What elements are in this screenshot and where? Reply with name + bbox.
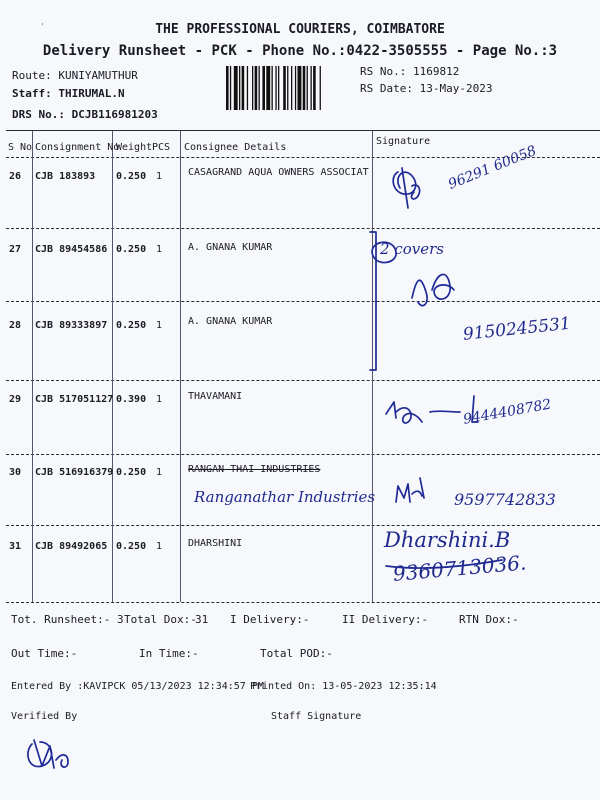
handwritten-covers-note: 2 covers <box>380 240 444 258</box>
row-consignee: A. GNANA KUMAR <box>188 242 273 253</box>
row-sno: 26 <box>9 171 22 182</box>
row-sno: 29 <box>9 394 22 405</box>
row-sno: 31 <box>9 541 22 552</box>
rtn-dox: RTN Dox:- <box>459 613 519 626</box>
runsheet-subtitle: Delivery Runsheet - PCK - Phone No.:0422-3505555 - Page No.:3 <box>42 43 558 59</box>
verified-by-label: Verified By <box>11 711 78 722</box>
handwritten-phone-26: 96291 60058 <box>446 142 539 193</box>
entered-by: Entered By :KAVIPCK 05/13/2023 12:34:57 PM <box>11 681 264 692</box>
ii-delivery: II Delivery:- <box>342 613 429 626</box>
scan-speck: ' <box>40 22 45 31</box>
row-consignee: THAVAMANI <box>188 391 243 402</box>
staff-label: Staff: THIRUMAL.N <box>12 87 125 100</box>
row-pcs: 1 <box>156 541 163 552</box>
handwritten-name-31: Dharshini.B <box>384 528 511 552</box>
row-pcs: 1 <box>156 320 163 331</box>
row-sno: 27 <box>9 244 22 255</box>
col-header-pcs: PCS <box>152 142 171 153</box>
rs-date: RS Date: 13-May-2023 <box>360 82 493 95</box>
row-sno: 30 <box>9 467 22 478</box>
row-pcs: 1 <box>156 171 163 182</box>
row-pcs: 1 <box>156 467 163 478</box>
col-header-consignment: Consignment No <box>35 142 120 153</box>
row-consignee: A. GNANA KUMAR <box>188 316 273 327</box>
row-weight: 0.250 <box>116 541 147 552</box>
row-pcs: 1 <box>156 394 163 405</box>
total-dox-value: 31 <box>195 613 209 626</box>
row-consignment: CJB 89333897 <box>35 320 108 331</box>
printed-on: Printed On: 13-05-2023 12:35:14 <box>250 681 437 692</box>
handwritten-consignee-30: Ranganathar Industries <box>194 488 376 506</box>
col-header-signature: Signature <box>376 136 431 147</box>
row-consignee: CASAGRAND AQUA OWNERS ASSOCIAT <box>188 167 369 178</box>
total-pod: Total POD:- <box>260 647 333 660</box>
handwritten-phone-30: 9597742833 <box>454 490 556 509</box>
row-weight: 0.250 <box>116 320 147 331</box>
row-weight: 0.250 <box>116 467 147 478</box>
col-header-sno: S No <box>8 142 33 153</box>
drs-number: DRS No.: DCJB116981203 <box>12 108 158 121</box>
total-dox-label: Total Dox:- <box>124 613 197 626</box>
i-delivery: I Delivery:- <box>230 613 310 626</box>
row-weight: 0.250 <box>116 244 147 255</box>
route-label: Route: KUNIYAMUTHUR <box>12 69 138 82</box>
out-time: Out Time:- <box>11 647 78 660</box>
row-consignee: RANGAN THAI INDUSTRIES <box>188 464 321 475</box>
row-weight: 0.250 <box>116 171 147 182</box>
handwritten-phone-29: 9444408782 <box>462 396 553 428</box>
row-pcs: 1 <box>156 244 163 255</box>
row-weight: 0.390 <box>116 394 147 405</box>
company-title: THE PROFESSIONAL COURIERS, COIMBATORE <box>155 22 445 37</box>
handwritten-phone-28: 9150245531 <box>462 313 572 345</box>
in-time: In Time:- <box>139 647 199 660</box>
row-sno: 28 <box>9 320 22 331</box>
row-consignee: DHARSHINI <box>188 538 243 549</box>
row-consignment: CJB 516916379 <box>35 467 114 478</box>
total-runsheet: Tot. Runsheet:- 3 <box>11 613 124 626</box>
row-consignment: CJB 517051127 <box>35 394 114 405</box>
row-consignment: CJB 89492065 <box>35 541 108 552</box>
col-header-weight: Weight <box>116 142 153 153</box>
row-consignment: CJB 183893 <box>35 171 96 182</box>
col-header-consignee: Consignee Details <box>184 142 287 153</box>
handwritten-phone-31: 9360713036. <box>392 550 528 586</box>
row-consignment: CJB 89454586 <box>35 244 108 255</box>
staff-signature-label: Staff Signature <box>271 711 362 722</box>
rs-number: RS No.: 1169812 <box>360 65 460 78</box>
